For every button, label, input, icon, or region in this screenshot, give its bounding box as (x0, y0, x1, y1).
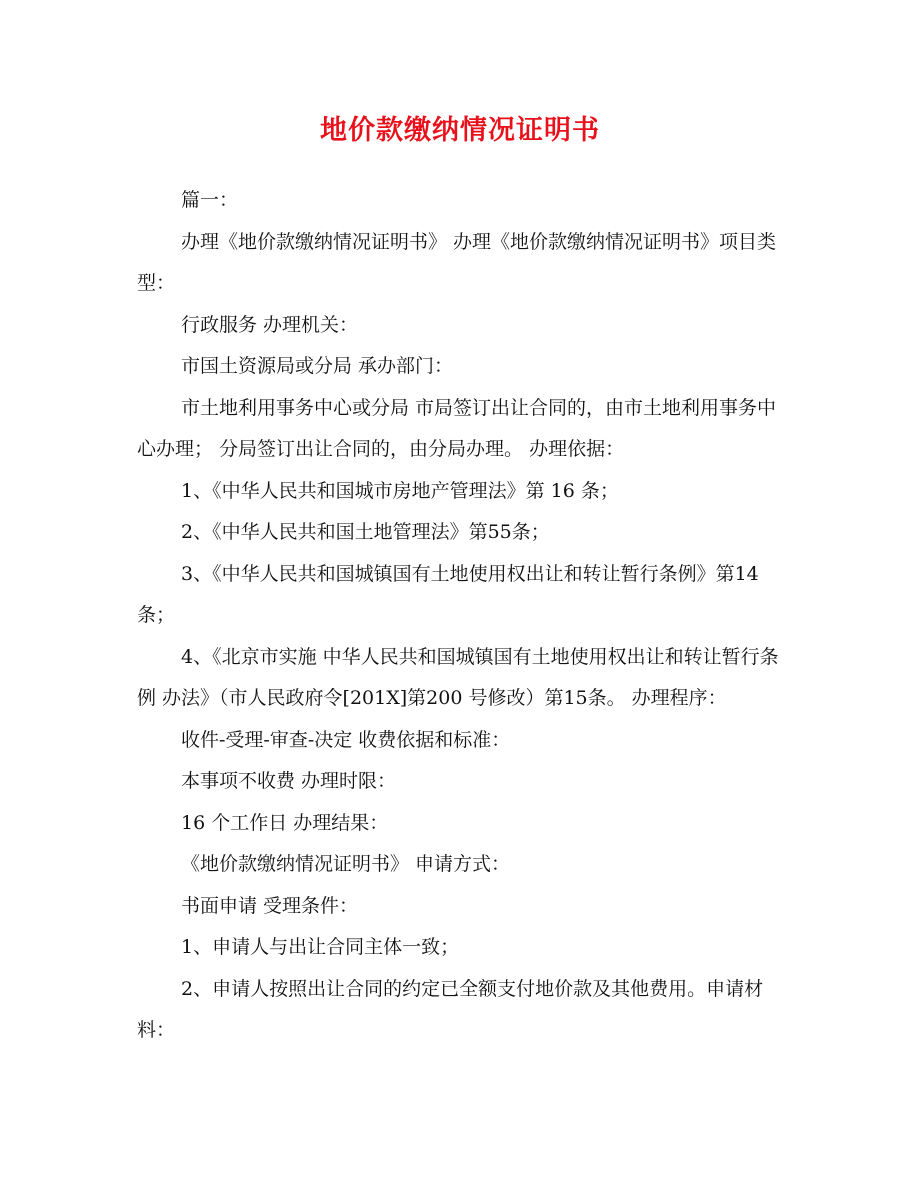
paragraph: 16 个工作日 办理结果： (181, 811, 389, 834)
paragraph: 行政服务 办理机关： (181, 313, 359, 336)
paragraph: 办理《地价款缴纳情况证明书》 办理《地价款缴纳情况证明书》项目类型： (137, 230, 777, 294)
paragraph: 1、《中华人民共和国城市房地产管理法》第 16 条； (181, 479, 619, 502)
paragraph: 2、申请人按照出让合同的约定已全额支付地价款及其他费用。申请材料： (137, 977, 764, 1041)
paragraph: 本事项不收费 办理时限： (181, 770, 397, 792)
paragraph: 篇一： (181, 189, 239, 211)
paragraph: 书面申请 受理条件： (181, 894, 359, 917)
document-title: 地价款缴纳情况证明书 (320, 115, 600, 146)
document-body (137, 180, 787, 1052)
paragraph: 3、《中华人民共和国城镇国有土地使用权出让和转让暂行条例》第14条； (137, 562, 759, 626)
paragraph: 2、《中华人民共和国土地管理法》第55条； (181, 521, 550, 543)
paragraph: 《地价款缴纳情况证明书》 申请方式： (181, 853, 511, 875)
paragraph: 市国土资源局或分局 承办部门： (181, 355, 454, 377)
paragraph: 市土地利用事务中心或分局 市局签订出让合同的，由市土地利用事务中心办理； 分局签订出让合同的，由分局办理。 办理依据： (137, 396, 777, 460)
paragraph: 4、《北京市实施 中华人民共和国城镇国有土地使用权出让和转让暂行条例 办法》（市人民政府令[201X]第200 号修改）第15条。 办理程序： (137, 645, 779, 709)
paragraph: 1、申请人与出让合同主体一致； (181, 936, 460, 958)
paragraph: 收件-受理-审查-决定 收费依据和标准： (181, 728, 511, 751)
